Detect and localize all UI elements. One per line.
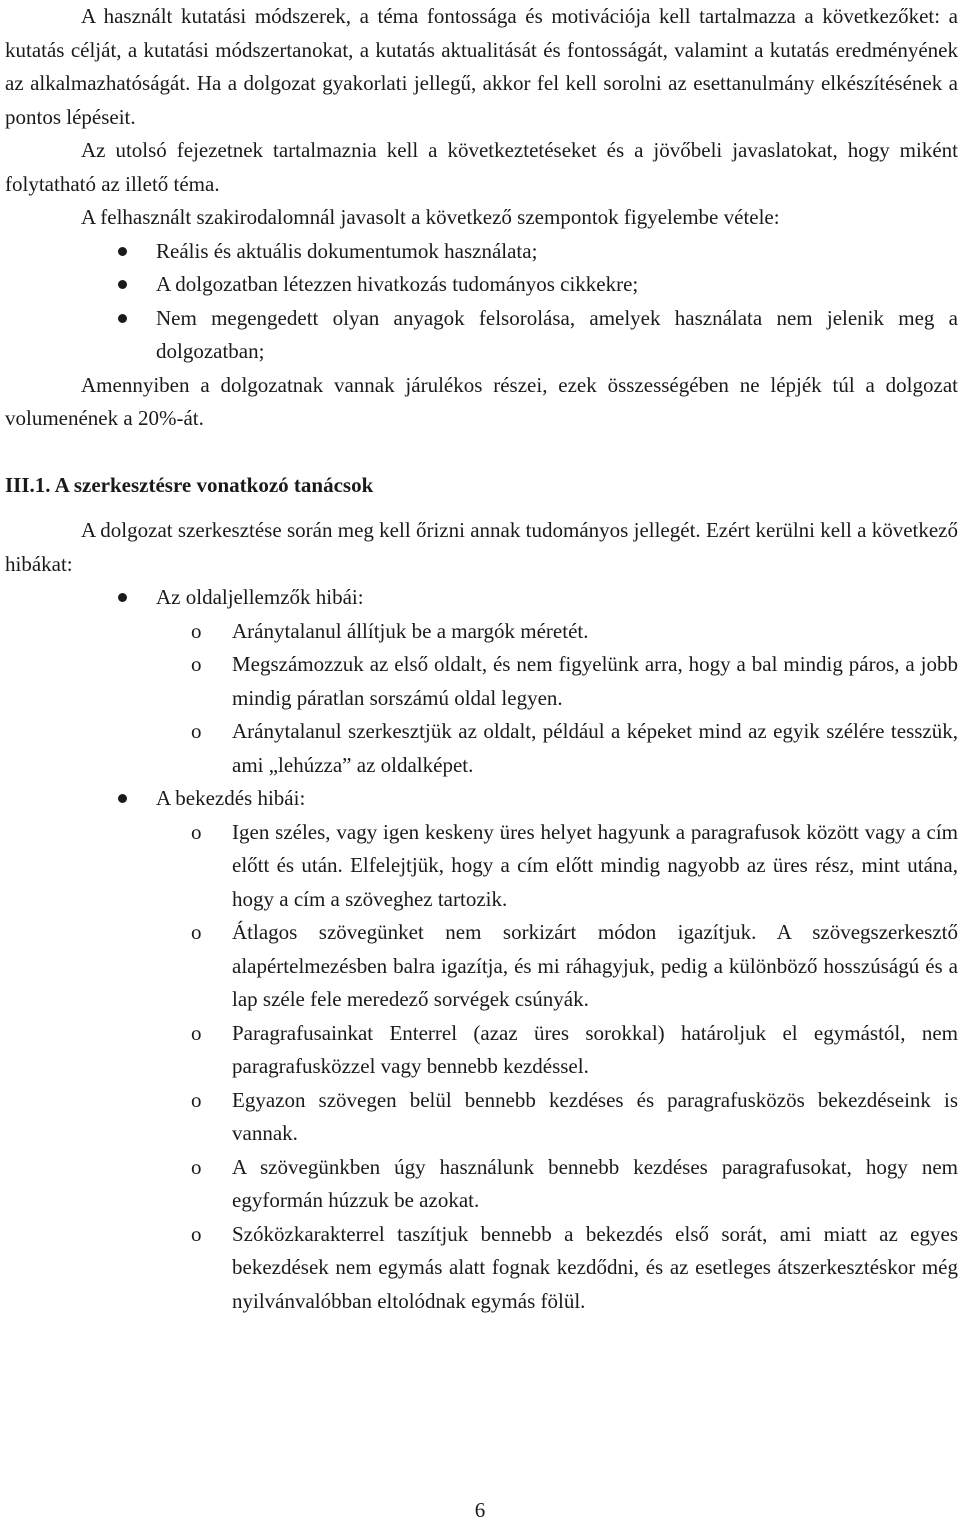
list-item-text: Aránytalanul szerkesztjük az oldalt, például a képeket mind az egyik szélére tesszük, ami „lehúzza” az oldalképet. bbox=[232, 719, 958, 777]
list-item bbox=[5, 268, 958, 302]
list-item bbox=[5, 715, 958, 782]
circle-bullet-icon: o bbox=[191, 1154, 202, 1179]
circle-bullet-icon: o bbox=[191, 1221, 202, 1246]
bullet-icon bbox=[118, 314, 127, 323]
page-number: 6 bbox=[474, 1498, 486, 1522]
literature-bullet-list bbox=[5, 235, 958, 369]
list-item-text: Megszámozzuk az első oldalt, és nem figyelünk arra, hogy a bal mindig páros, a jobb mindig páratlan sorszámú oldal legyen. bbox=[232, 652, 958, 710]
paragraph-literature-intro: A felhasznált szakirodalomnál javasolt a következő szempontok figyelembe vétele: bbox=[81, 205, 780, 229]
bullet-icon bbox=[118, 247, 127, 256]
paragraph-conclusions: Az utolsó fejezetnek tartalmaznia kell a következtetéseket és a jövőbeli javaslatokat, hogy miként folytatható az illető téma. bbox=[5, 138, 958, 196]
bullet-icon bbox=[118, 593, 127, 602]
list-item-text: Paragrafusainkat Enterrel (azaz üres sorokkal) határoljuk el egymástól, nem paragrafusközzel vagy bennebb kezdéssel. bbox=[232, 1020, 958, 1078]
section-heading: III.1. A szerkesztésre vonatkozó tanácsok bbox=[5, 472, 374, 497]
list-item bbox=[5, 1084, 958, 1151]
circle-bullet-icon: o bbox=[191, 1087, 202, 1112]
list-item-text: Igen széles, vagy igen keskeny üres helyet hagyunk a paragrafusok között vagy a cím előtt és után. Elfelejtjük, hogy a cím előtt mindig nagyobb az üres rész, mint utána, hogy a cím a szöveghez tartozik. bbox=[232, 819, 958, 911]
group-label: A bekezdés hibái: bbox=[156, 786, 306, 810]
circle-bullet-icon: o bbox=[191, 1020, 202, 1045]
list-item bbox=[5, 1151, 958, 1218]
list-item-text: Szóközkarakterrel taszítjuk bennebb a bekezdés első sorát, ami miatt az egyes bekezdések nem egymás alatt fognak kezdődni, és az esetleges átszerkesztéskor még nyilvánvalóbban eltolódnak egymás fölül. bbox=[232, 1221, 958, 1313]
list-item bbox=[5, 916, 958, 1017]
paragraph-appendix-limit: Amennyiben a dolgozatnak vannak járulékos részei, ezek összességében ne lépjék túl a dolgozat volumenének a 20%-át. bbox=[5, 372, 958, 430]
bullet-icon bbox=[118, 280, 127, 289]
list-item-text: Aránytalanul állítjuk be a margók méretét. bbox=[232, 618, 589, 643]
paragraph-section-intro: A dolgozat szerkesztése során meg kell őrizni annak tudományos jellegét. Ezért kerülni kell a következő hibákat: bbox=[5, 518, 958, 576]
document-page bbox=[5, 0, 958, 1318]
list-item-text: Átlagos szövegünket nem sorkizárt módon igazítjuk. A szövegszerkesztő alapértelmezésben balra igazítja, és mi ráhagyjuk, pedig a különböző hosszúságú és a lap széle fele meredező sorvégek csúnyák. bbox=[232, 920, 958, 1011]
circle-bullet-icon: o bbox=[191, 618, 202, 643]
bullet-icon bbox=[118, 794, 127, 803]
sub-list bbox=[156, 615, 958, 783]
circle-bullet-icon: o bbox=[191, 920, 202, 944]
circle-bullet-icon: o bbox=[191, 652, 202, 676]
list-item bbox=[5, 1017, 958, 1084]
list-item bbox=[5, 615, 958, 649]
error-group-page bbox=[5, 581, 958, 782]
group-label: Az oldaljellemzők hibái: bbox=[156, 585, 364, 609]
list-item-text: Nem megengedett olyan anyagok felsorolása, amelyek használata nem jelenik meg a dolgozatban; bbox=[156, 305, 958, 363]
paragraph-methods: A használt kutatási módszerek, a téma fontossága és motivációja kell tartalmazza a következőket: a kutatás célját, a kutatási módszertanokat, a kutatás aktualitását és fontosságát, valamint a kutatás eredményének az alkalmazhatóságát. Ha a dolgozat gyakorlati jellegű, akkor fel kell sorolni az esettanulmány elkészítésének a pontos lépéseit. bbox=[5, 4, 958, 129]
sub-list bbox=[156, 816, 958, 1319]
circle-bullet-icon: o bbox=[191, 719, 202, 743]
list-item bbox=[5, 302, 958, 369]
circle-bullet-icon: o bbox=[191, 819, 202, 844]
error-groups-list bbox=[5, 581, 958, 1318]
list-item bbox=[5, 648, 958, 715]
list-item-text: Reális és aktuális dokumentumok használata; bbox=[156, 238, 538, 263]
list-item-text: A dolgozatban létezzen hivatkozás tudományos cikkekre; bbox=[156, 272, 639, 296]
list-item bbox=[5, 1218, 958, 1319]
error-group-paragraph bbox=[5, 782, 958, 1318]
list-item-text: A szövegünkben úgy használunk bennebb kezdéses paragrafusokat, hogy nem egyformán húzzuk be azokat. bbox=[232, 1154, 958, 1212]
list-item-text: Egyazon szövegen belül bennebb kezdéses és paragrafusközös bekezdéseink is vannak. bbox=[232, 1087, 958, 1145]
list-item bbox=[5, 235, 958, 269]
list-item bbox=[5, 816, 958, 917]
